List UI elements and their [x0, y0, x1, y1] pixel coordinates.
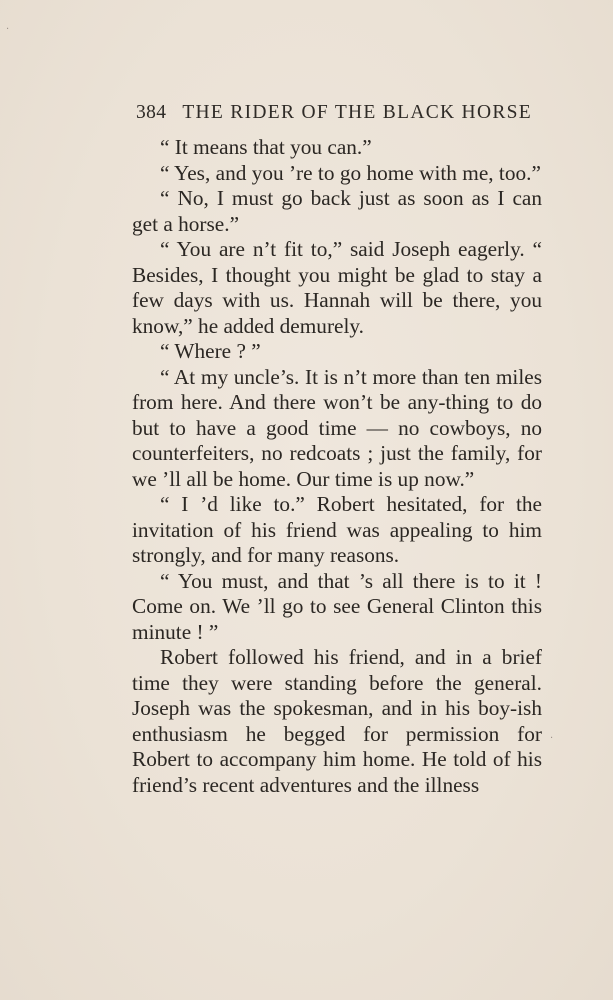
paragraph: “ At my uncle’s. It is n’t more than ten miles from here. And there won’t be any-thing to do but to have a good time — no cowboys, no counterfeiters, no redcoats ; just the family, for we ’ll all be home. Our time is up now.”	[132, 364, 542, 491]
running-head	[136, 102, 532, 124]
paragraph: Robert followed his friend, and in a brief time they were standing before the general. Joseph was the spokesman, and in his boy-ish enthusiasm he begged for permission for Robert to accompany him home. He told of his friend’s recent adventures and the illness	[132, 645, 542, 797]
paragraph: “ You are n’t fit to,” said Joseph eagerly. “ Besides, I thought you might be glad to stay a few days with us. Hannah will be there, you know,” he added demurely.	[132, 237, 542, 338]
paragraph: “ You must, and that ’s all there is to it ! Come on. We ’ll go to see General Clinton this minute ! ”	[132, 568, 542, 644]
body-text	[132, 135, 542, 798]
paragraph: “ It means that you can.”	[160, 135, 372, 159]
paragraph: “ No, I must go back just as soon as I can get a horse.”	[132, 186, 542, 236]
paragraph: “ Yes, and you ’re to go home with me, too.”	[160, 160, 541, 185]
page-number: 384	[136, 102, 167, 123]
paper-speck: ·	[6, 24, 10, 35]
paper-speck: ·	[550, 733, 554, 744]
running-title: THE RIDER OF THE BLACK HORSE	[182, 102, 532, 123]
paragraph: “ I ’d like to.” Robert hesitated, for the invitation of his friend was appealing to him strongly, and for many reasons.	[132, 492, 542, 567]
paragraph: “ Where ? ”	[160, 339, 261, 363]
